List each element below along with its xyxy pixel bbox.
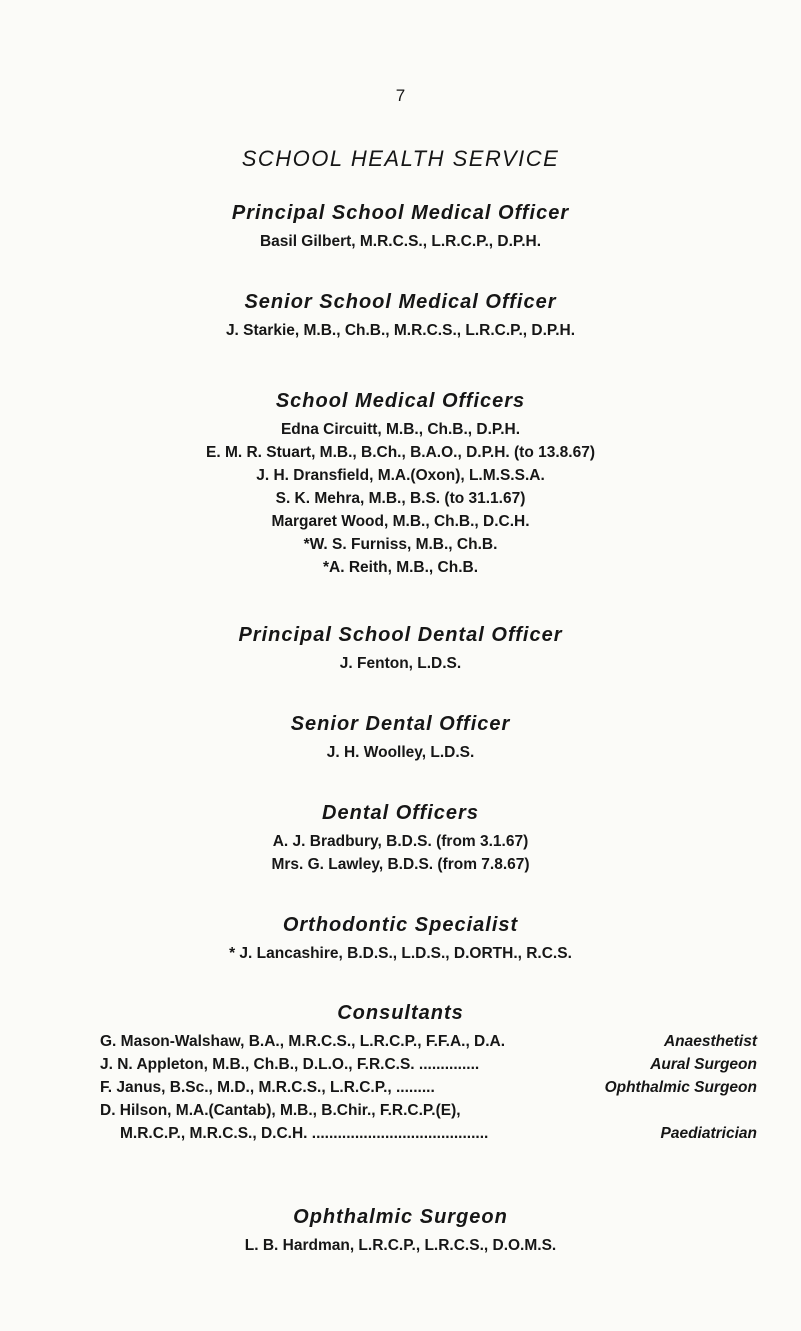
staff-line: A. J. Bradbury, B.D.S. (from 3.1.67) (272, 833, 529, 850)
consultant-name: M.R.C.P., M.R.C.S., D.C.H. ......................................... (120, 1125, 489, 1142)
consultant-row (0, 1076, 801, 1099)
section-heading: Consultants (337, 1002, 464, 1024)
staff-line: * J. Lancashire, B.D.S., L.D.S., D.ORTH., R.C.S. (229, 945, 572, 962)
section-heading: Senior Dental Officer (290, 713, 511, 735)
section-senior-medical-officer (0, 289, 801, 342)
staff-line: *A. Reith, M.B., Ch.B. (323, 559, 478, 576)
consultant-row (0, 1099, 801, 1122)
staff-line: J. H. Dransfield, M.A.(Oxon), L.M.S.S.A. (256, 467, 545, 484)
section-heading: Senior School Medical Officer (244, 291, 557, 313)
consultant-name: F. Janus, B.Sc., M.D., M.R.C.S., L.R.C.P., ......... (100, 1079, 435, 1096)
staff-line: *W. S. Furniss, M.B., Ch.B. (303, 536, 498, 553)
section-dental-officers (0, 800, 801, 876)
section-ophthalmic-surgeon (0, 1204, 801, 1257)
section-consultants (0, 1000, 801, 1145)
consultant-row (0, 1122, 801, 1145)
section-orthodontic-specialist (0, 912, 801, 965)
page-title: SCHOOL HEALTH SERVICE (241, 146, 560, 171)
staff-line: J. Starkie, M.B., Ch.B., M.R.C.S., L.R.C.P., D.P.H. (225, 322, 576, 339)
consultant-name: D. Hilson, M.A.(Cantab), M.B., B.Chir., F.R.C.P.(E), (100, 1102, 461, 1119)
staff-line: L. B. Hardman, L.R.C.P., L.R.C.S., D.O.M.S. (244, 1237, 557, 1254)
consultant-role: Anaesthetist (663, 1033, 757, 1050)
section-principal-dental-officer (0, 622, 801, 675)
section-principal-medical-officer (0, 200, 801, 253)
staff-line: S. K. Mehra, M.B., B.S. (to 31.1.67) (275, 490, 526, 507)
staff-line: J. Fenton, L.D.S. (339, 655, 462, 672)
consultant-role: Aural Surgeon (650, 1056, 757, 1073)
section-school-medical-officers (0, 388, 801, 579)
section-senior-dental-officer (0, 711, 801, 764)
section-heading: School Medical Officers (275, 390, 526, 412)
staff-line: Edna Circuitt, M.B., Ch.B., D.P.H. (280, 421, 521, 438)
page-number: 7 (395, 86, 406, 105)
staff-line: Mrs. G. Lawley, B.D.S. (from 7.8.67) (271, 856, 530, 873)
staff-line: J. H. Woolley, L.D.S. (326, 744, 475, 761)
consultant-role: Paediatrician (660, 1125, 757, 1142)
staff-line: Margaret Wood, M.B., Ch.B., D.C.H. (271, 513, 530, 530)
section-heading: Ophthalmic Surgeon (293, 1206, 508, 1228)
consultant-role: Ophthalmic Surgeon (604, 1079, 757, 1096)
consultant-row (0, 1053, 801, 1076)
consultant-name: J. N. Appleton, M.B., Ch.B., D.L.O., F.R.C.S. .............. (100, 1056, 480, 1073)
section-heading: Principal School Medical Officer (231, 202, 570, 224)
section-heading: Dental Officers (322, 802, 479, 824)
section-heading: Orthodontic Specialist (282, 914, 519, 936)
staff-line: E. M. R. Stuart, M.B., B.Ch., B.A.O., D.P.H. (to 13.8.67) (206, 444, 595, 461)
staff-line: Basil Gilbert, M.R.C.S., L.R.C.P., D.P.H. (259, 233, 542, 250)
consultant-row (0, 1030, 801, 1053)
consultant-name: G. Mason-Walshaw, B.A., M.R.C.S., L.R.C.P., F.F.A., D.A. (100, 1033, 506, 1050)
section-heading: Principal School Dental Officer (238, 624, 563, 646)
